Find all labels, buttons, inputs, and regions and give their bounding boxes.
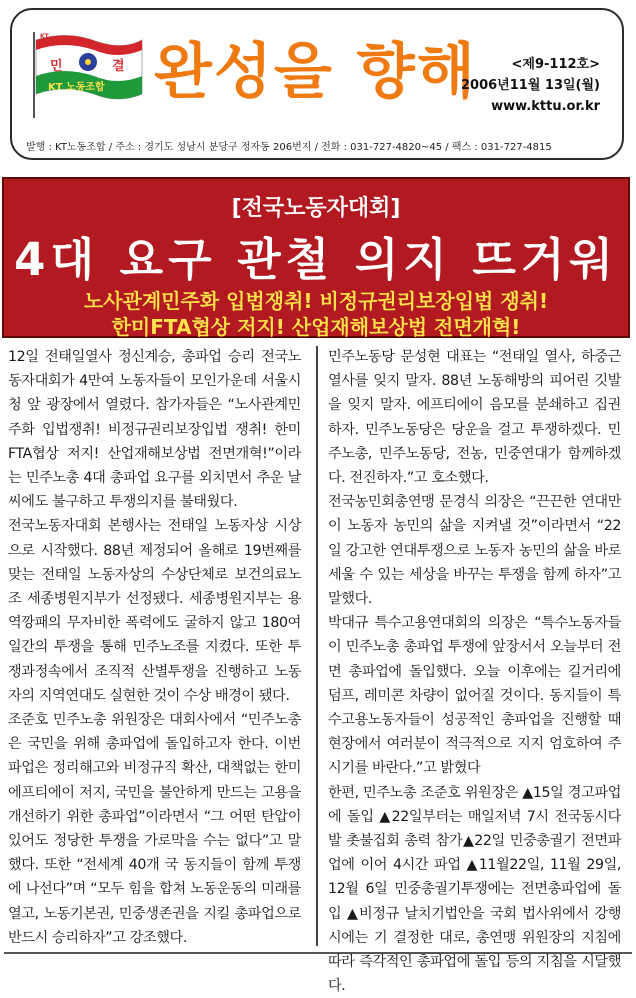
article-paragraph: 민주노동당 문성현 대표는 “전태일 열사, 하중근 열사를 잊지 말자. 88년 노동해방의 피어린 깃발을 잊지 말자. 에프티에이 음모를 분쇄하고 집권하자. 민주노동당은 당운을 걸고 투쟁하겠다. 민주노총, 민주노동당, 전농, 민중연대가 함께하겠다. 전진하자.”고 호소했다. [328,349,621,487]
issue-date: 2006년11월 13일(월) [460,78,600,93]
issue-number: <제9-112호> [511,57,600,72]
headline-sub-2: 한미FTA협상 저지! 산업재해보상법 전면개혁! [111,315,521,339]
article-right-column [328,345,621,998]
article-paragraph: 전국농민회총연맹 문경식 의장은 “끈끈한 연대만이 노동자 농민의 삶을 지켜낼 것”이라면서 “22일 강고한 연대투쟁으로 노동자 농민의 삶을 바로 세울 수 있는 세상을 바꾸는 투쟁을 함께 하자”고 말했다. [328,494,621,608]
article-paragraph: 한편, 민주노총 조준호 위원장은 ▲15일 경고파업에 돌입 ▲22일부터는 매일저녁 7시 전국동시다발 촛불집회 총력 참가▲22일 민중총궐기 전면파업에 이어 4시간 파업 ▲11월22일, 11월 29일, 12월 6일 민중총궐기투쟁에는 전면총파업에 돌입 ▲비정규 날치기법안을 국회 법사위에서 강행시에는 기 결정한 대로, 총연맹 위원장의 지침에 따라 즉각적인 총파업에 돌입 등의 지침을 시달했다. [328,784,621,995]
issue-info [461,54,600,117]
flag-small-logo: KT [40,33,49,40]
flag-char-left: 민 [50,59,63,74]
flag-char-right: 결 [112,59,125,74]
website-url[interactable]: www.kttu.or.kr [491,99,600,114]
publisher-info: 발행 : KT노동조합 / 주소 : 경기도 성남시 분당구 정자동 206번지 / 전화 : 031-727-4820~45 / 팩스 : 031-727-4815 [26,142,552,153]
headline-banner [2,177,630,338]
newsletter-title: 완성을 향해 [154,37,477,107]
column-divider [316,346,318,946]
article-paragraph: 박대규 특수고용연대회의 의장은 “특수노동자들이 민주노총 총파업 투쟁에 앞장서서 오늘부터 전면 총파업에 돌입했다. 오늘 이후에는 길거리에 덤프, 레미콘 차량이 없어질 것이다. 동지들이 특수고용노동자들이 성공적인 총파업을 진행할 때 현장에서 여러분이 적극적으로 지지 엄호하여 주시기를 바란다.”고 밝혔다 [328,615,621,777]
article-paragraph: 전국노동자대회 본행사는 전태일 노동자상 시상으로 시작했다. 88년 제정되어 올해로 19번째를 맞는 전태일 노동자상의 수상단체로 보건의료노조 세종병원지부가 선정됐다. 세종병원지부는 용역깡패의 무자비한 폭력에도 굴하지 않고 180여일간의 투쟁을 통해 민주노조를 지켰다. 또한 투쟁과정속에서 조직적 산별투쟁을 진행하고 노동자의 지역연대도 실현한 것이 수상 배경이 됐다. [8,518,301,704]
headline-sub-1: 노사관계민주화 입법쟁취! 비정규권리보장입법 쟁취! [83,289,549,313]
masthead [10,8,624,160]
union-flag-logo [28,28,146,118]
main-headline: 4대 요구 관철 의지 뜨거워 [14,233,618,286]
article-paragraph: 12일 전태일열사 정신계승, 총파업 승리 전국노동자대회가 4만여 노동자들이 모인가운데 서울시청 앞 광장에서 열렸다. 참가자들은 “노사관계민주화 입법쟁취! 비정규권리보장입법 쟁취! 한미FTA협상 저지! 산업재해보상법 전면개혁!”이라는 민주노총 4대 총파업 요구를 외치면서 추운 날씨에도 불구하고 투쟁의지를 불태웠다. [8,349,301,511]
bottom-rule [4,952,632,954]
article-left-column [8,345,301,950]
article-paragraph: 조준호 민주노총 위원장은 대회사에서 “민주노총은 국민을 위해 총파업에 돌입하고자 한다. 이번 파업은 정리해고와 비정규직 확산, 대책없는 한미에프티에이 저지, 국민을 불안하게 만드는 고용을 개선하기 위한 총파업”이라면서 “그 어떤 탄압이 있어도 정당한 투쟁을 가로막을 수는 없다”고 말했다. 또한 “전세계 40개 국 동지들이 함께 투쟁에 나선다”며 “모두 힘을 합쳐 노동운동의 미래를 열고, 노동기본권, 민중생존권을 지킬 총파업으로 반드시 승리하자”고 강조했다. [8,712,301,946]
headline-kicker: [전국노동자대회] [231,196,401,221]
flag-band-text: KT 노동조합 [48,82,105,93]
